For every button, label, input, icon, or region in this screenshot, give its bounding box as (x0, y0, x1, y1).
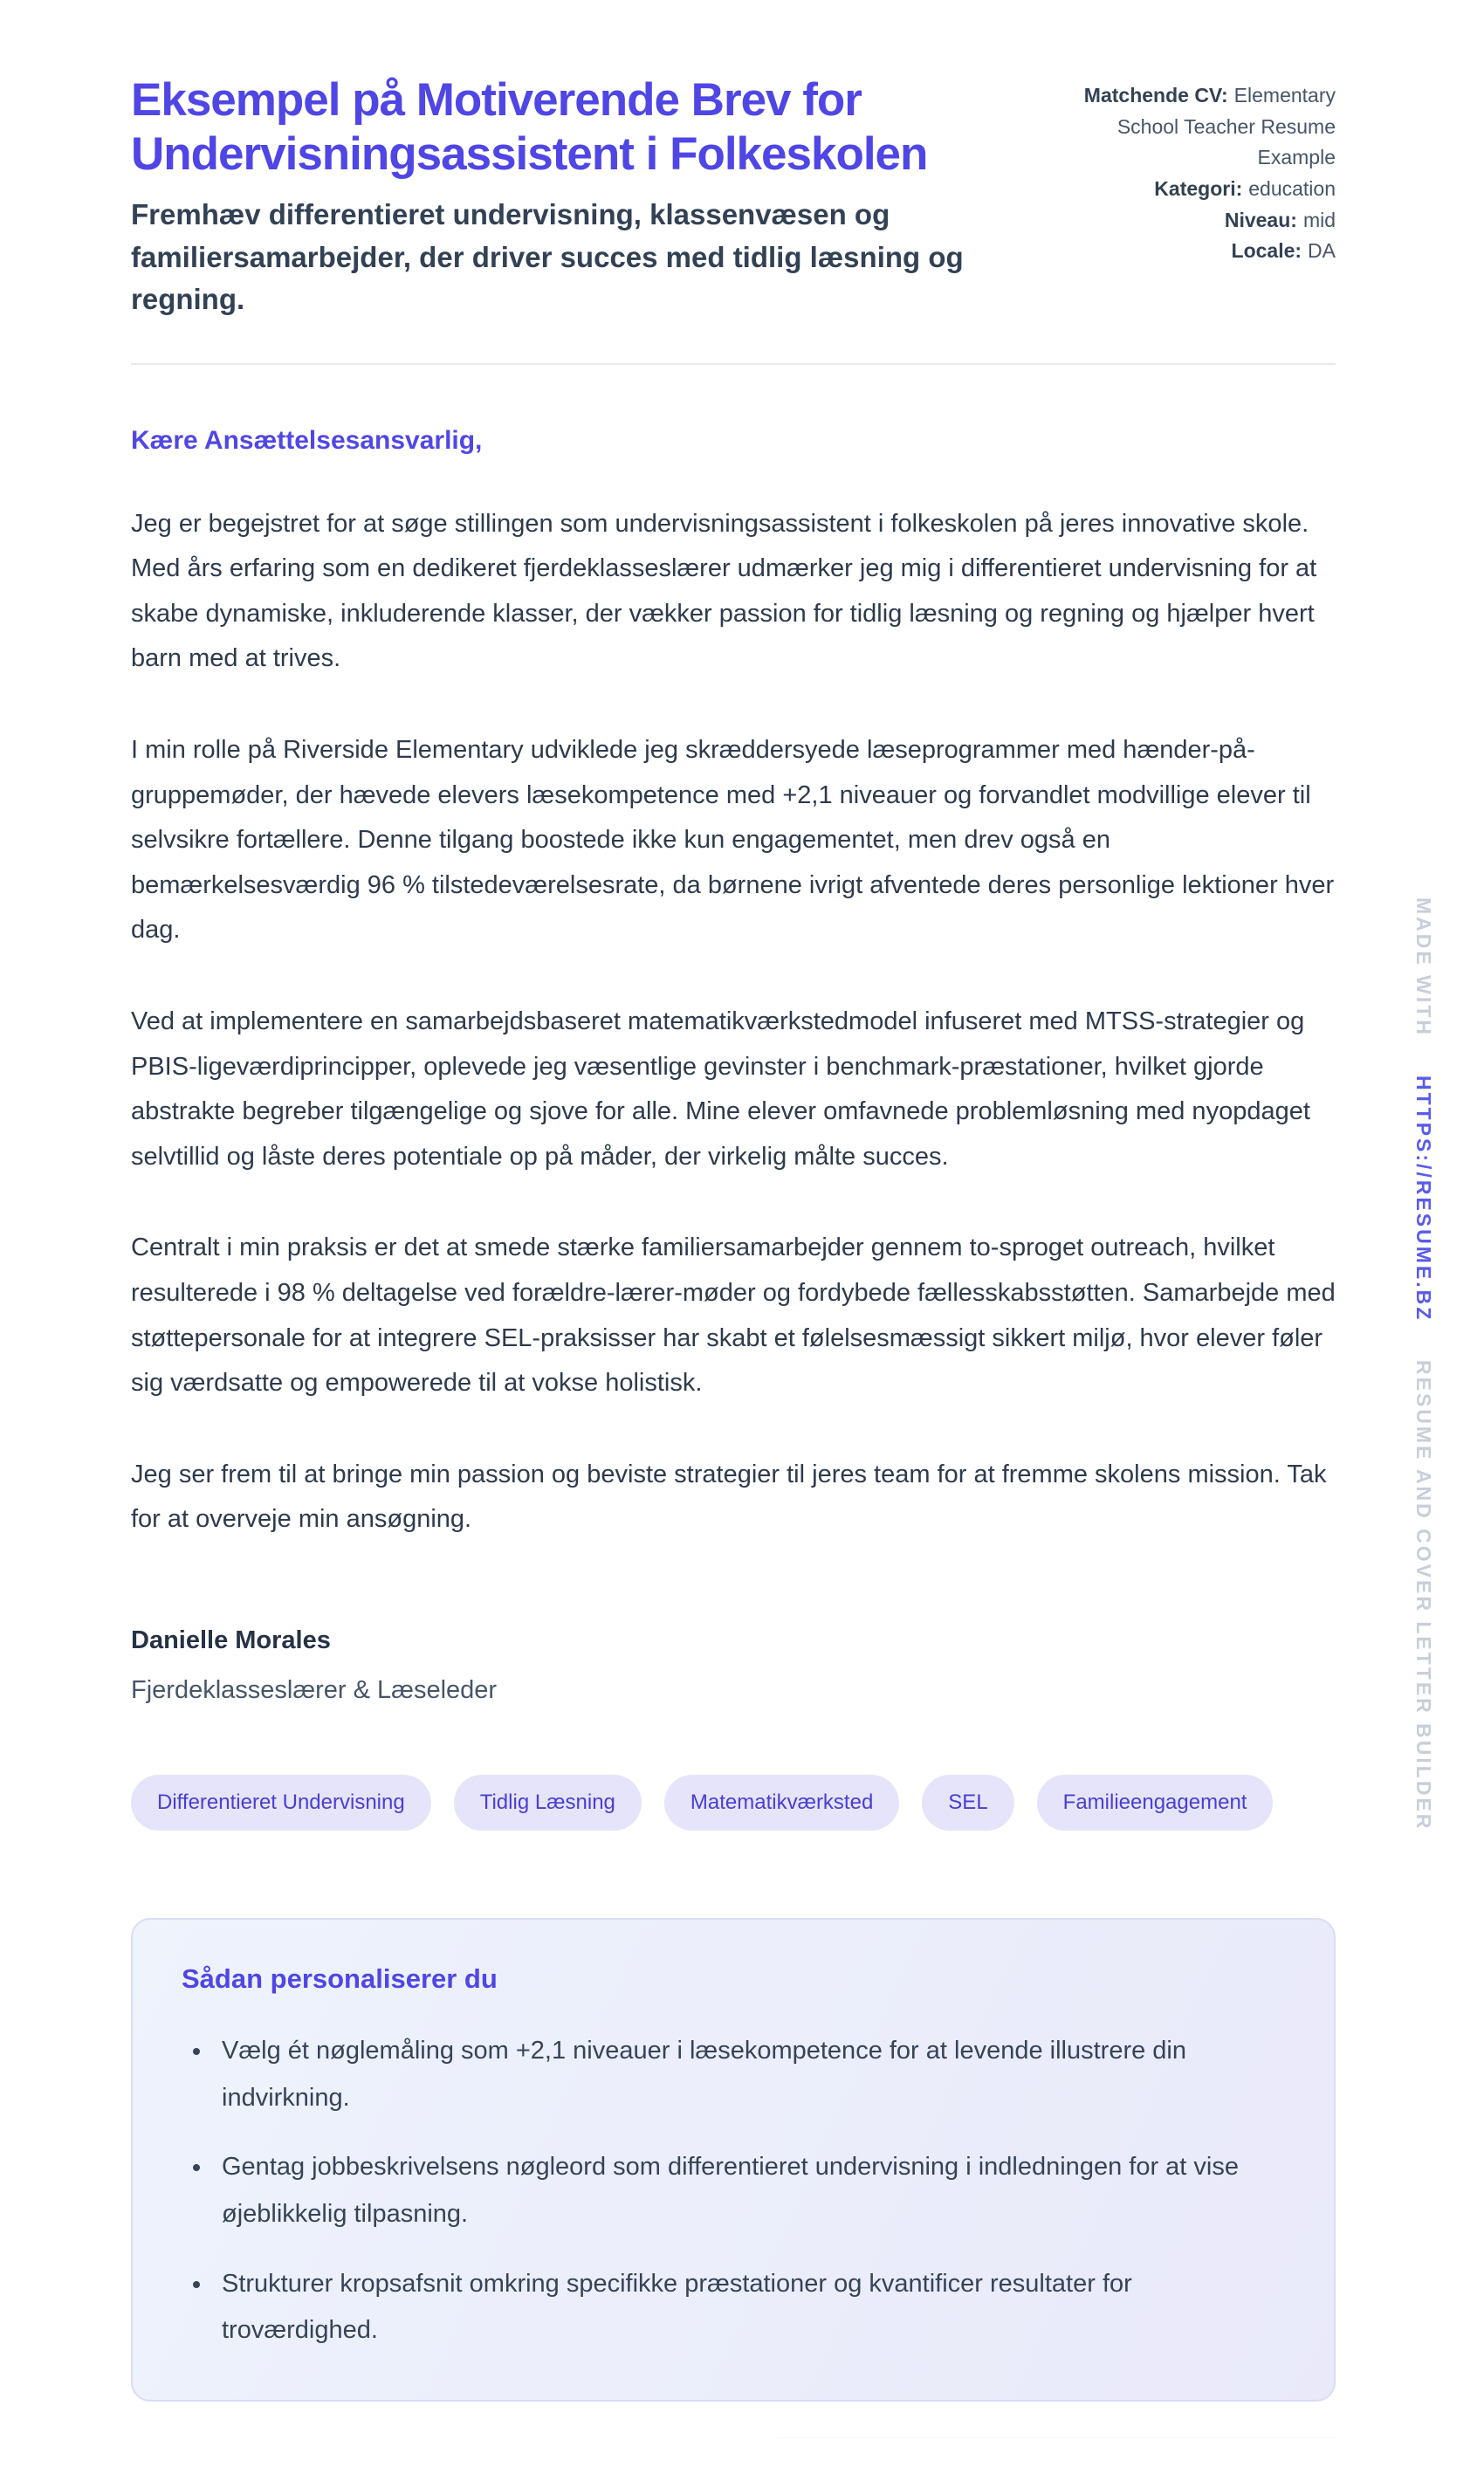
meta-row (1056, 205, 1336, 237)
keyword-tag: Familieengagement (1037, 1775, 1274, 1831)
tip-item: • Strukturer kropsafsnit omkring specifikke præstationer og kvantificer resultater for troværdighed. (213, 2261, 1261, 2354)
signature-name: Danielle Morales (131, 1626, 331, 1655)
meta-value: DA (1308, 239, 1336, 263)
meta-row (1056, 80, 1336, 174)
tip-item: • Gentag jobbeskrivelsens nøgleord som differentieret undervisning i indledningen for at vise øjeblikkelig tilpasning. (213, 2144, 1261, 2237)
watermark-link[interactable]: HTTPS://RESUME.BZ (1412, 1075, 1435, 1323)
keyword-tag: Differentieret Undervisning (131, 1775, 431, 1831)
page-header (131, 73, 1336, 321)
watermark-prefix: MADE WITH (1412, 897, 1435, 1037)
footer-hairline (777, 2437, 1336, 2438)
tips-heading: Sådan personaliserer du (182, 1963, 498, 1995)
signature-role: Fjerdeklasseslærer & Læseleder (131, 1676, 498, 1705)
signature-block (131, 1626, 1336, 1705)
header-meta (1056, 73, 1336, 267)
keyword-tag: SEL (922, 1775, 1013, 1831)
page-title: Eksempel på Motiverende Brev for Undervisningsassistent i Folkeskolen (131, 74, 928, 180)
meta-value: mid (1302, 208, 1336, 231)
tip-item: • Vælg ét nøglemåling som +2,1 niveauer i læsekompetence for at levende illustrere din indvirkning. (213, 2028, 1261, 2121)
keyword-tags (131, 1775, 1336, 1831)
letter-paragraph: Jeg er begejstret for at søge stillingen som undervisningsassistent i folkeskolen på jeres innovative skole. Med års erfaring som en dedikeret fjerdeklasseslærer udmærker jeg mig i differentieret undervisning for at skabe dynamiske, inkluderende klasser, der vækker passion for tidlig læsning og regning og hjælper hvert barn med at trives. (131, 509, 1317, 673)
main-content (131, 73, 1336, 2402)
letter-salutation: Kære Ansættelsesansvarlig, (131, 425, 483, 455)
meta-label: Niveau: (1224, 208, 1297, 231)
meta-value: education (1248, 176, 1336, 200)
meta-label: Matchende CV: (1083, 84, 1228, 107)
keyword-tag: Matematikværksted (664, 1775, 899, 1831)
personalization-tips-box (131, 1918, 1336, 2402)
tips-list (182, 2028, 1285, 2354)
letter-paragraphs (131, 502, 1336, 1543)
letter-paragraph: Jeg ser frem til at bringe min passion og beviste strategier til jeres team for at fremme skolens mission. Tak for at overveje min ansøgning. (131, 1460, 1327, 1534)
letter-paragraph: Ved at implementere en samarbejdsbaseret matematikværkstedmodel infuseret med MTSS-strategier og PBIS-ligeværdiprincipper, oplevede jeg væsentlige gevinster i benchmark-præstationer, hvilket gjorde abstrakte begreber tilgængelige og sjove for alle. Mine elever omfavnede problemløsning med nyopdaget selvtillid og låste deres potentiale op på måder, der virkelig målte succes. (131, 1007, 1310, 1171)
header-title-block (131, 73, 1034, 321)
watermark-suffix: RESUME AND COVER LETTER BUILDER (1412, 1360, 1435, 1832)
page-subtitle: Fremhæv differentieret undervisning, klassenvæsen og familiersamarbejder, der driver succes med tidlig læsning og regning. (131, 198, 964, 315)
keyword-tag: Tidlig Læsning (454, 1775, 642, 1831)
made-with-watermark (1412, 897, 1435, 1832)
meta-row (1056, 236, 1336, 267)
meta-label: Kategori: (1154, 176, 1243, 200)
header-divider (131, 363, 1336, 365)
meta-row (1056, 174, 1336, 205)
letter-paragraph: Centralt i min praksis er det at smede stærke familiersamarbejder gennem to-sproget outreach, hvilket resulterede i 98 % deltagelse ved forældre-lærer-møder og fordybede fællesskabsstøtten. Samarbejde med støttepersonale for at integrere SEL-praksisser har skabt et følelsesmæssigt sikkert miljø, hvor elever føler sig værdsatte og empowerede til at vokse holistisk. (131, 1234, 1336, 1398)
meta-value: Elementary School Teacher Resume Example (1116, 84, 1336, 169)
cover-letter-body (131, 426, 1336, 1706)
meta-label: Locale: (1231, 239, 1302, 263)
letter-paragraph: I min rolle på Riverside Elementary udviklede jeg skræddersyede læseprogrammer med hænder-på-gruppemøder, der hævede elevers læsekompetence med +2,1 niveauer og forvandlet modvillige elever til selvsikre fortællere. Denne tilgang boostede ikke kun engagementet, men drev også en bemærkelsesværdig 96 % tilstedeværelsesrate, da børnene ivrigt afventede deres personlige lektioner hver dag. (131, 735, 1335, 945)
